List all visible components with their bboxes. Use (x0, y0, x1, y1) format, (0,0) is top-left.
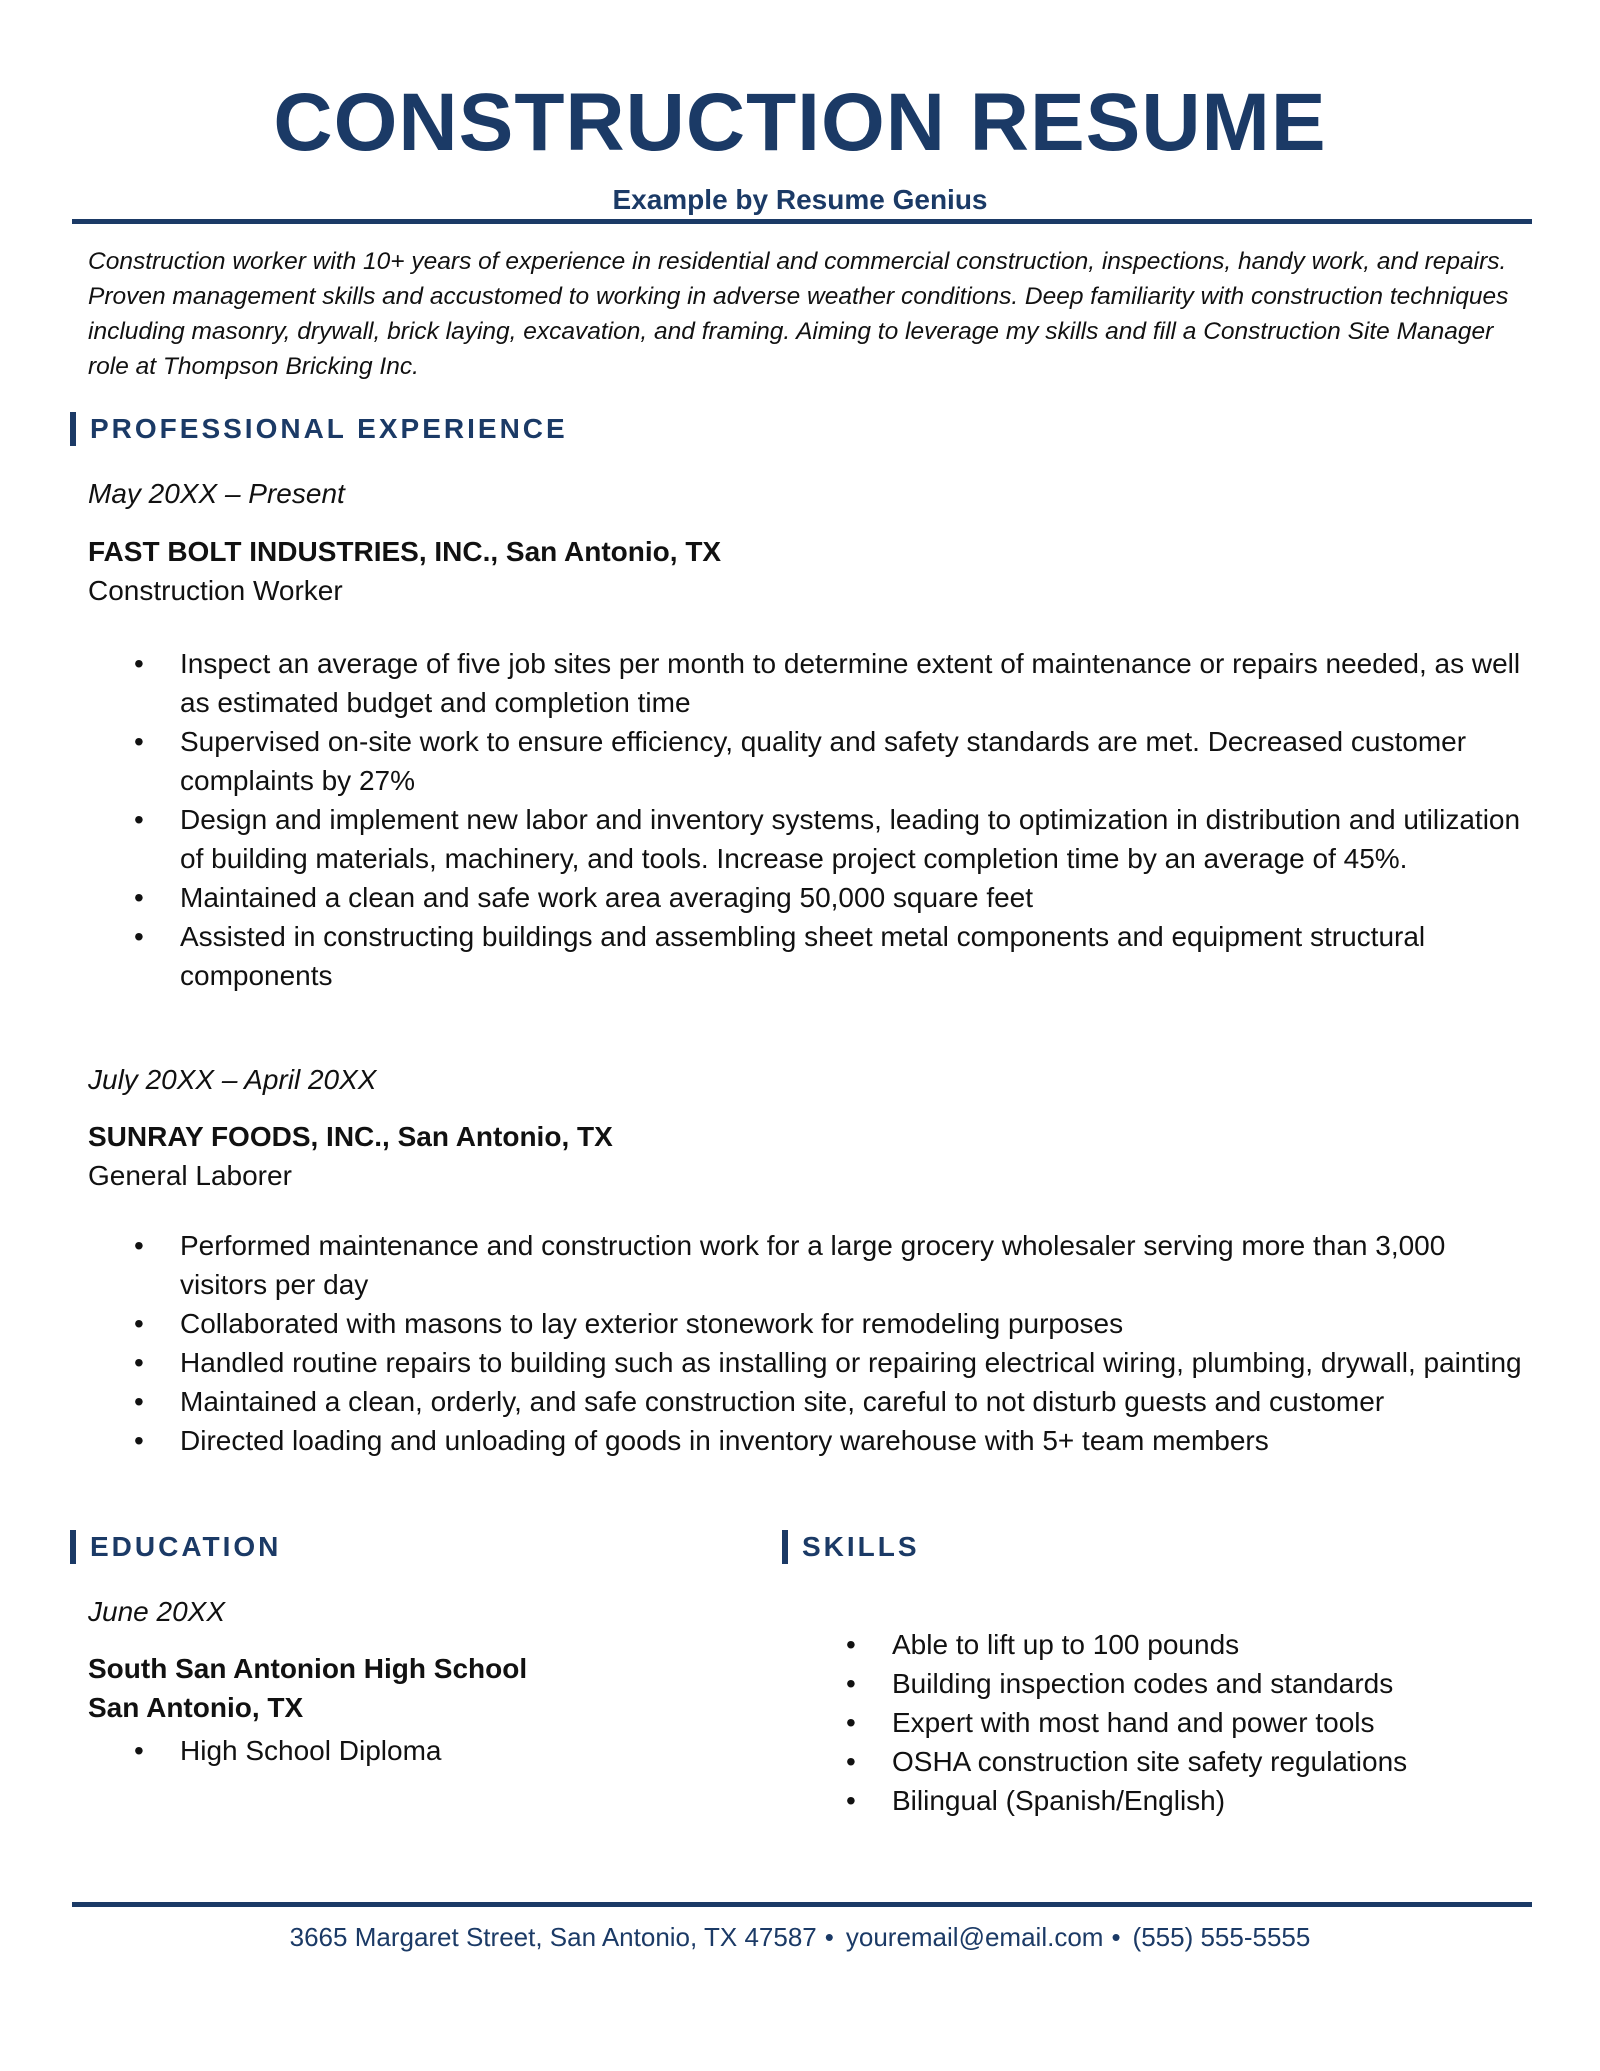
contact-email[interactable]: youremail@email.com (845, 1922, 1104, 1952)
list-item: • Bilingual (Spanish/English) (800, 1781, 1540, 1820)
contact-address: 3665 Margaret Street, San Antonio, TX 47587 (289, 1922, 817, 1952)
contact-separator: • (1111, 1922, 1121, 1952)
resume-subtitle: Example by Resume Genius (612, 184, 988, 215)
education-bullets (88, 1731, 728, 1770)
contact-separator: • (824, 1922, 834, 1952)
list-item: • Design and implement new labor and inventory systems, leading to optimization in distribution and utilization of building materials, machinery, and tools. Increase project completion time by an average of 45%. (88, 800, 1538, 878)
list-item: • Supervised on-site work to ensure efficiency, quality and safety standards are met. Decreased customer complaints by 27% (88, 722, 1538, 800)
education-location: San Antonio, TX (88, 1692, 304, 1723)
list-item: • Maintained a clean and safe work area averaging 50,000 square feet (88, 878, 1538, 917)
list-item: • Collaborated with masons to lay exterior stonework for remodeling purposes (88, 1304, 1538, 1343)
list-item: • Building inspection codes and standards (800, 1664, 1540, 1703)
list-item: • Expert with most hand and power tools (800, 1703, 1540, 1742)
list-item: • Performed maintenance and construction work for a large grocery wholesaler serving more than 3,000 visitors per day (88, 1226, 1538, 1304)
skills-heading: SKILLS (782, 1530, 920, 1564)
skills-bullets (800, 1625, 1540, 1820)
list-item: • Handled routine repairs to building such as installing or repairing electrical wiring, plumbing, drywall, painting (88, 1343, 1538, 1382)
list-item: • Able to lift up to 100 pounds (800, 1625, 1540, 1664)
contact-footer (0, 1922, 1600, 1953)
job-2-bullets (88, 1226, 1538, 1460)
job-1-company: FAST BOLT INDUSTRIES, INC., San Antonio, TX (88, 536, 722, 567)
list-item: • OSHA construction site safety regulations (800, 1742, 1540, 1781)
summary-paragraph: Construction worker with 10+ years of experience in residential and commercial construction, inspections, handy work, and repairs. Proven management skills and accustomed to working in adverse weather conditions. Deep familiarity with construction techniques including masonry, drywall, brick laying, excavation, and framing. Aiming to leverage my skills and fill a Construction Site Manager role at Thompson Bricking Inc. (88, 248, 1509, 380)
list-item: • High School Diploma (88, 1731, 728, 1770)
education-heading: EDUCATION (70, 1530, 281, 1564)
resume-title: CONSTRUCTION RESUME (273, 77, 1327, 168)
job-1-bullets (88, 644, 1538, 995)
experience-heading: PROFESSIONAL EXPERIENCE (70, 412, 568, 446)
education-school: South San Antonion High School (88, 1653, 528, 1684)
job-2-company: SUNRAY FOODS, INC., San Antonio, TX (88, 1121, 613, 1152)
job-2-role: General Laborer (88, 1160, 292, 1191)
contact-phone: (555) 555-5555 (1132, 1922, 1311, 1952)
list-item: • Directed loading and unloading of goods in inventory warehouse with 5+ team members (88, 1421, 1538, 1460)
list-item: • Inspect an average of five job sites per month to determine extent of maintenance or repairs needed, as well as estimated budget and completion time (88, 644, 1538, 722)
list-item: • Maintained a clean, orderly, and safe construction site, careful to not disturb guests and customer (88, 1382, 1538, 1421)
job-1-role: Construction Worker (88, 575, 343, 606)
job-2-dates: July 20XX – April 20XX (88, 1064, 377, 1095)
education-date: June 20XX (88, 1596, 225, 1627)
job-1-dates: May 20XX – Present (88, 478, 345, 509)
header-divider (72, 219, 1532, 224)
list-item: • Assisted in constructing buildings and assembling sheet metal components and equipment structural components (88, 917, 1538, 995)
footer-divider (72, 1902, 1532, 1907)
